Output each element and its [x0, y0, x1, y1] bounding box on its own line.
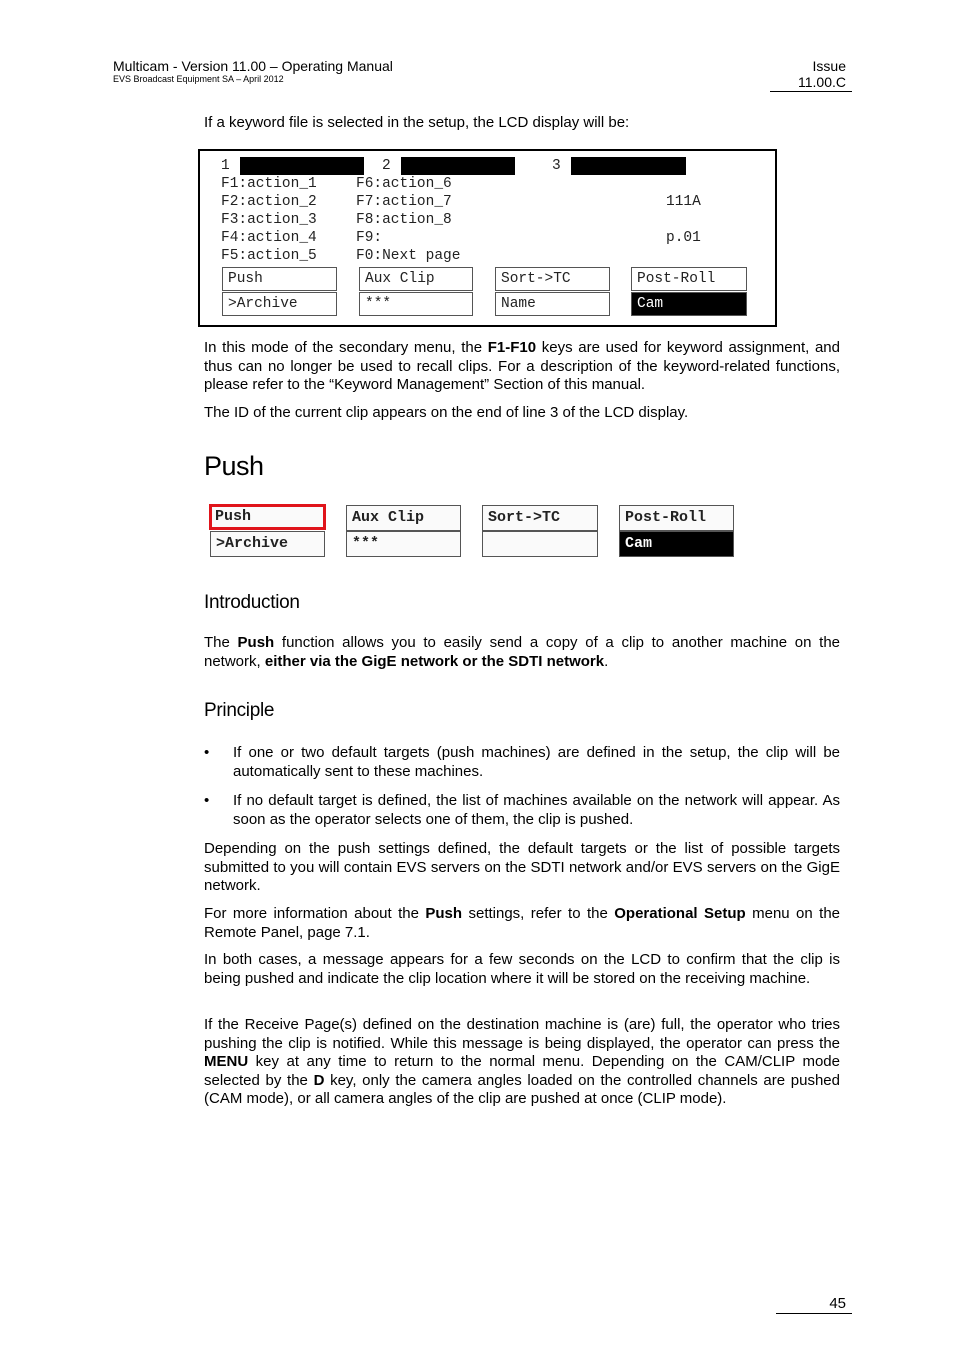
intro-network-bold: either via the GigE network or the SDTI network	[264, 652, 605, 670]
lcd-menu-post-roll: Post-Roll	[631, 267, 747, 291]
lcd-menu-cam: Cam	[631, 292, 747, 316]
intro-text-e: .	[604, 652, 609, 670]
para4-text-a: For more information about the	[204, 905, 426, 922]
lcd-key-f6: F6:action_6	[356, 176, 452, 192]
receive-page-paragraph	[204, 1016, 840, 1109]
list-item	[204, 792, 840, 829]
push-menu-stars: ***	[346, 531, 461, 557]
lcd-col-label-1: 1	[221, 158, 230, 174]
para6-menu-bold: MENU	[204, 1053, 249, 1070]
push-menu-empty	[482, 531, 598, 557]
lcd-message-paragraph: In both cases, a message appears for a few seconds on the LCD to confirm that the clip is being pushed and indicate the clip location where it will be stored on the receiving machine.	[204, 951, 840, 987]
intro-text-c: function allows you to easily send a copy of a clip to another machine on the network,	[204, 634, 841, 670]
para1-text-c: keys are used for keyword assignment, and thus can no longer be used to recall clips. For a description of the keyword-related functions, please refer to the “Keyword Management” Section of this manual.	[204, 339, 840, 393]
push-menu-cam: Cam	[619, 531, 734, 557]
lcd-col-label-2: 2	[382, 158, 391, 174]
para4-setup-bold: Operational Setup	[614, 905, 746, 922]
para4-text-c: settings, refer to the	[462, 905, 615, 922]
lcd-display	[198, 149, 777, 327]
document-subtitle: EVS Broadcast Equipment SA – April 2012	[113, 74, 284, 84]
intro-line: If a keyword file is selected in the setup, the LCD display will be:	[204, 114, 630, 131]
lcd-key-f0: F0:Next page	[356, 248, 461, 264]
para6-text-c: key at any time to return to the normal menu. Depending on the CAM/CLIP mode selected by the	[204, 1053, 840, 1089]
push-menu-figure	[209, 504, 735, 558]
lcd-key-f5: F5:action_5	[221, 248, 317, 264]
para4-text-e: menu on the Remote Panel, page 7.1.	[204, 905, 841, 941]
lcd-key-f7: F7:action_7	[356, 194, 452, 210]
push-menu-post-roll: Post-Roll	[619, 505, 734, 531]
issue-label: Issue	[812, 58, 846, 74]
para6-text-e: key, only the camera angles loaded on the controlled channels are pushed (CAM mode), or all camera angles of the clip are pushed at once (CLIP mode).	[204, 1071, 840, 1107]
para6-d-bold: D	[313, 1071, 325, 1089]
bullet-text: If one or two default targets (push machines) are defined in the setup, the clip will be automatically sent to these machines.	[233, 744, 840, 780]
lcd-page-indicator: p.01	[666, 230, 701, 246]
lcd-menu-archive: >Archive	[222, 292, 337, 316]
subheading-principle: Principle	[204, 700, 275, 721]
lcd-menu-name: Name	[495, 292, 610, 316]
page-number: 45	[829, 1295, 846, 1312]
clip-id-paragraph: The ID of the current clip appears on the end of line 3 of the LCD display.	[204, 404, 689, 421]
push-menu-aux-clip: Aux Clip	[346, 505, 461, 531]
lcd-key-f3: F3:action_3	[221, 212, 317, 228]
lcd-key-f4: F4:action_4	[221, 230, 317, 246]
lcd-menu-aux-clip: Aux Clip	[359, 267, 473, 291]
subheading-introduction: Introduction	[204, 592, 300, 613]
lcd-key-f2: F2:action_2	[221, 194, 317, 210]
document-title: Multicam - Version 11.00 – Operating Manual	[113, 58, 393, 74]
lcd-key-f1: F1:action_1	[221, 176, 317, 192]
lcd-menu-sort-tc: Sort->TC	[495, 267, 610, 291]
lcd-clip-id: 111A	[666, 194, 701, 210]
intro-text-a: The	[204, 634, 238, 651]
bullet-icon: •	[204, 744, 210, 761]
para6-text-a: If the Receive Page(s) defined on the destination machine is (are) full, the operator who tries pushing the clip is notified. While this message is being displayed, the operator can press the	[204, 1016, 840, 1052]
push-settings-paragraph: Depending on the push settings defined, the default targets or the list of possible targets submitted to you will contain EVS servers on the SDTI network and/or EVS servers on the GigE network.	[204, 840, 840, 894]
lcd-col-label-3: 3	[552, 158, 561, 174]
lcd-black-bar-3	[571, 157, 686, 175]
push-menu-push: Push	[209, 504, 326, 530]
section-heading-push: Push	[204, 451, 264, 481]
lcd-menu-push: Push	[222, 267, 337, 291]
lcd-menu-stars: ***	[359, 292, 473, 316]
para4-push-bold: Push	[425, 905, 463, 922]
introduction-paragraph	[204, 634, 840, 671]
header-rule	[770, 91, 852, 92]
more-info-paragraph	[204, 905, 840, 942]
bullet-text: If no default target is defined, the list of machines available on the network will appear. As soon as the operator selects one of them, the clip is pushed.	[233, 792, 840, 828]
lcd-black-bar-2	[401, 157, 515, 175]
list-item	[204, 744, 840, 781]
push-menu-sort-tc: Sort->TC	[482, 505, 598, 531]
principle-bullet-list	[204, 744, 840, 840]
issue-value: 11.00.C	[798, 74, 846, 90]
lcd-black-bar-1	[240, 157, 364, 175]
para1-keys-bold: F1-F10	[487, 339, 537, 356]
keyword-mode-paragraph	[204, 339, 840, 395]
footer-rule	[776, 1313, 852, 1314]
push-menu-archive: >Archive	[210, 531, 325, 557]
lcd-key-f8: F8:action_8	[356, 212, 452, 228]
para1-text-a: In this mode of the secondary menu, the	[204, 339, 488, 356]
bullet-icon: •	[204, 792, 210, 809]
lcd-key-f9: F9:	[356, 230, 383, 246]
intro-push-bold: Push	[237, 634, 275, 651]
